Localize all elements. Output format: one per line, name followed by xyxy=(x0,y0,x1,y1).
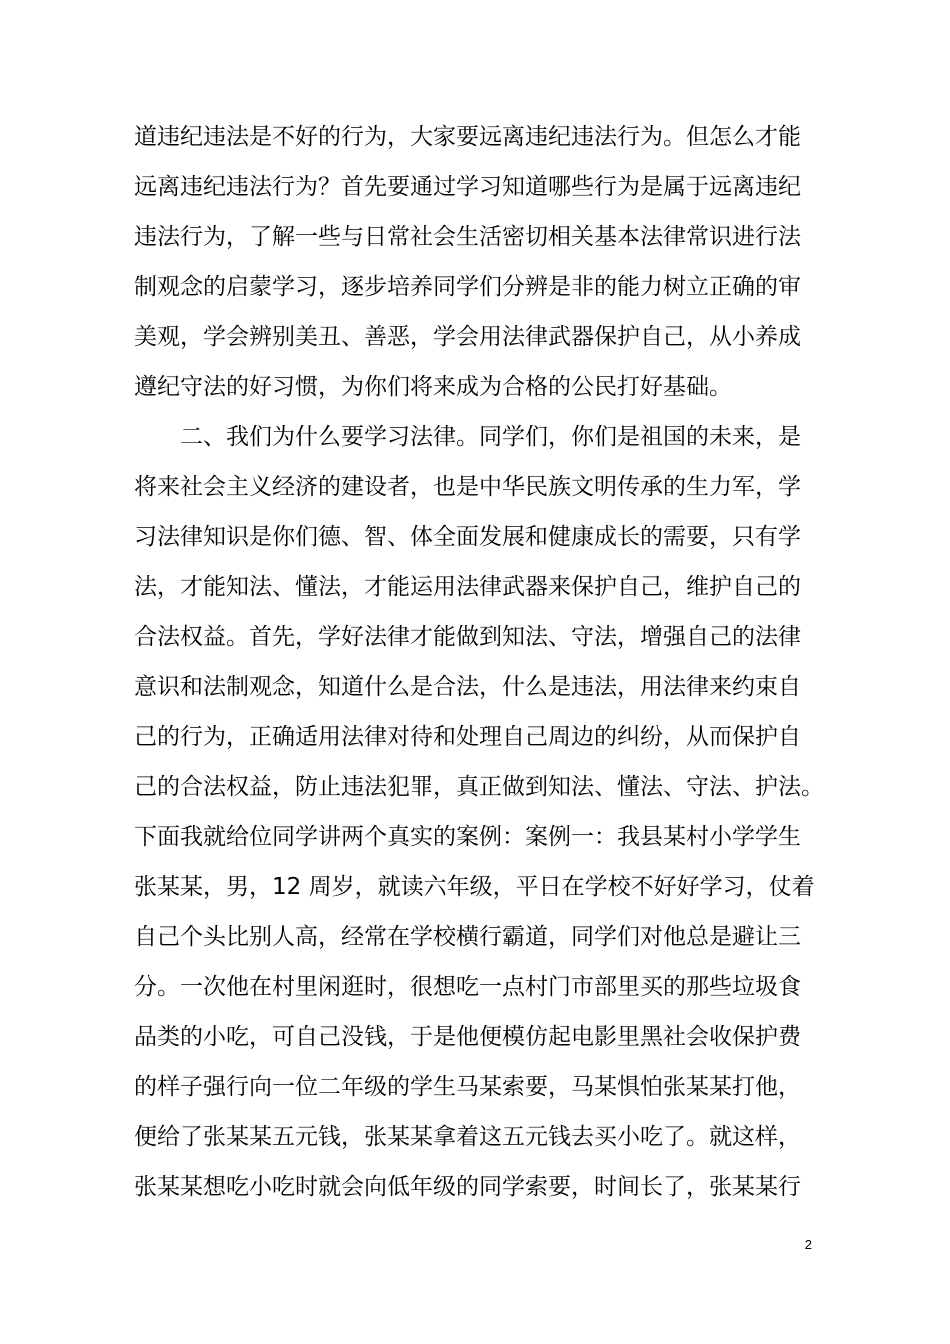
text-line: 将来社会主义经济的建设者，也是中华民族文明传承的生力军，学 xyxy=(134,474,801,500)
text-line: 法，才能知法、懂法，才能运用法律武器来保护自己，维护自己的 xyxy=(134,574,801,600)
text-line: 违法行为，了解一些与日常社会生活密切相关基本法律常识进行法 xyxy=(134,224,801,250)
paragraph-start-line: 二、我们为什么要学习法律。同学们，你们是祖国的未来，是 xyxy=(180,424,801,450)
text-line: 张某某，男，12 周岁，就读六年级，平日在学校不好好学习，仗着 xyxy=(134,874,815,900)
text-line: 制观念的启蒙学习，逐步培养同学们分辨是非的能力树立正确的审 xyxy=(134,274,801,300)
text-line: 合法权益。首先，学好法律才能做到知法、守法，增强自己的法律 xyxy=(134,624,801,650)
text-line: 遵纪守法的好习惯，为你们将来成为合格的公民打好基础。 xyxy=(134,374,732,400)
page-number: 2 xyxy=(804,1237,812,1252)
body-text xyxy=(134,112,834,1212)
text-line: 习法律知识是你们德、智、体全面发展和健康成长的需要，只有学 xyxy=(134,524,801,550)
text-line: 己的行为，正确适用法律对待和处理自己周边的纠纷，从而保护自 xyxy=(134,724,801,750)
text-line: 的样子强行向一位二年级的学生马某索要，马某惧怕张某某打他， xyxy=(134,1074,801,1100)
text-line: 道违纪违法是不好的行为，大家要远离违纪违法行为。但怎么才能 xyxy=(134,124,801,150)
text-line: 便给了张某某五元钱，张某某拿着这五元钱去买小吃了。就这样， xyxy=(134,1124,801,1150)
text-line: 远离违纪违法行为？首先要通过学习知道哪些行为是属于远离违纪 xyxy=(134,174,801,200)
text-line: 下面我就给位同学讲两个真实的案例：案例一：我县某村小学学生 xyxy=(134,824,801,850)
text-line: 品类的小吃，可自己没钱，于是他便模仿起电影里黑社会收保护费 xyxy=(134,1024,801,1050)
text-line: 自己个头比别人高，经常在学校横行霸道，同学们对他总是避让三 xyxy=(134,924,801,950)
text-line: 张某某想吃小吃时就会向低年级的同学索要，时间长了，张某某行 xyxy=(134,1174,801,1200)
text-line: 美观，学会辨别美丑、善恶，学会用法律武器保护自己，从小养成 xyxy=(134,324,801,350)
text-line: 意识和法制观念，知道什么是合法，什么是违法，用法律来约束自 xyxy=(134,674,801,700)
text-line: 己的合法权益，防止违法犯罪，真正做到知法、懂法、守法、护法。 xyxy=(134,774,824,800)
text-line: 分。一次他在村里闲逛时，很想吃一点村门市部里买的那些垃圾食 xyxy=(134,974,801,1000)
